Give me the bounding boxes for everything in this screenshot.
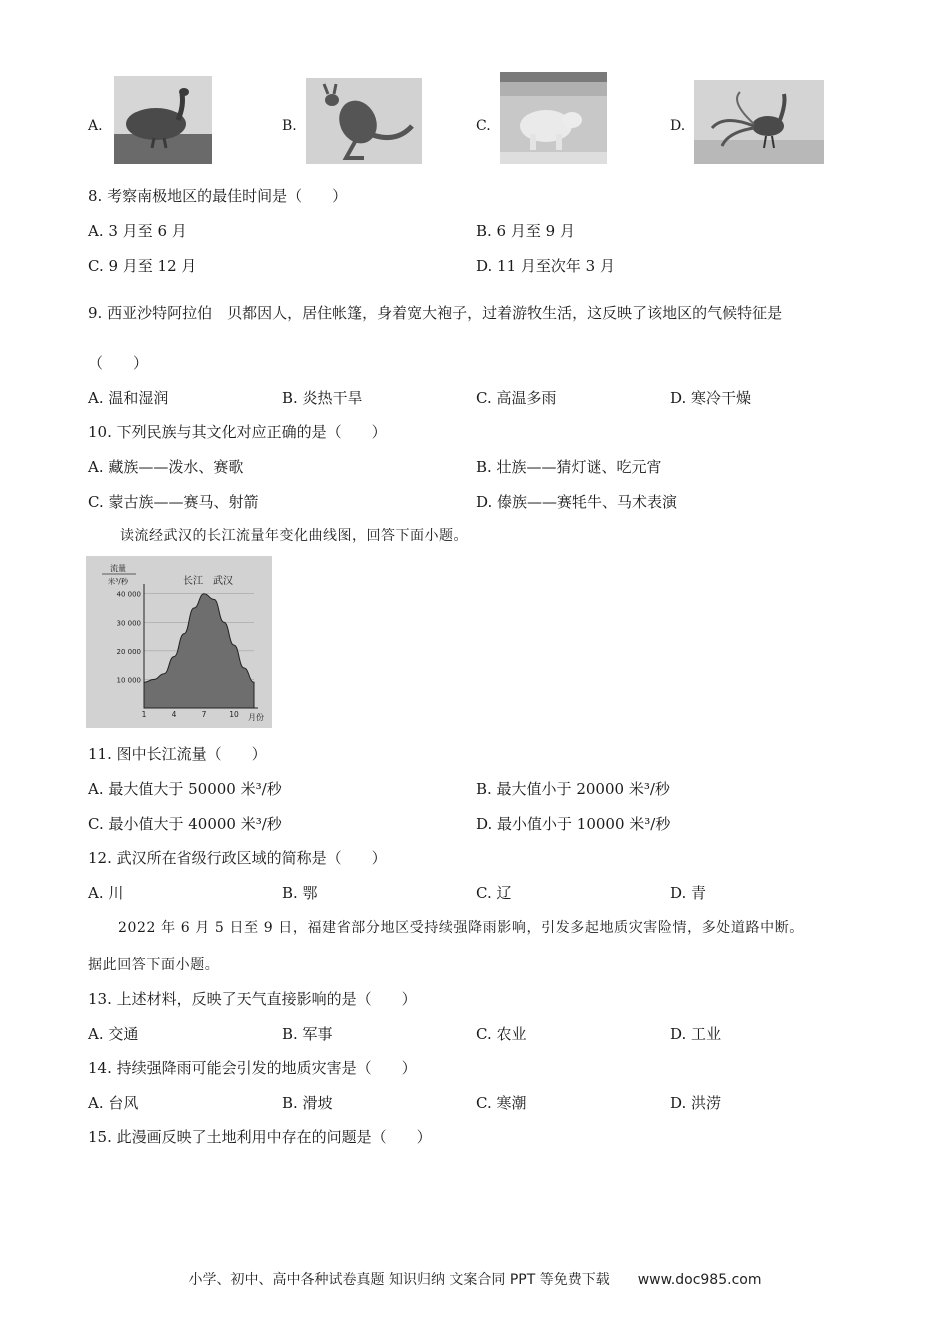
x-tick-label: 1 xyxy=(141,710,147,719)
question-10-stem: 10. 下列民族与其文化对应正确的是（ ） xyxy=(88,423,387,441)
q14-option-b[interactable]: B. 滑坡 xyxy=(282,1094,333,1112)
option-letter: B. xyxy=(282,118,297,134)
y-tick-label: 40 000 xyxy=(116,590,141,599)
lyrebird-icon xyxy=(694,80,824,164)
q9-option-d[interactable]: D. 寒冷干燥 xyxy=(670,389,752,407)
q13-option-b[interactable]: B. 军事 xyxy=(282,1025,333,1043)
y-tick-label: 10 000 xyxy=(116,676,141,685)
q11-option-a[interactable]: A. 最大值大于 50000 米³/秒 xyxy=(88,780,282,798)
q10-option-b[interactable]: B. 壮族——猜灯谜、吃元宵 xyxy=(476,458,662,476)
y-tick-label: 30 000 xyxy=(116,619,141,628)
page-footer: 小学、初中、高中各种试卷真题 知识归纳 文案合同 PPT 等免费下载 www.doc985.com xyxy=(188,1272,762,1288)
question-13-stem: 13. 上述材料，反映了天气直接影响的是（ ） xyxy=(88,990,417,1008)
question-12-stem: 12. 武汉所在省级行政区域的简称是（ ） xyxy=(88,849,387,867)
question-9-stem: 9. 西亚沙特阿拉伯 贝都因人，居住帐篷，身着宽大袍子，过着游牧生活，这反映了该地区的气候特征是 xyxy=(88,304,783,322)
x-tick-label: 7 xyxy=(201,710,207,719)
q10-option-a[interactable]: A. 藏族——泼水、赛歌 xyxy=(88,458,244,476)
q14-option-a[interactable]: A. 台风 xyxy=(88,1094,139,1112)
q13-option-c[interactable]: C. 农业 xyxy=(476,1025,527,1043)
q10-option-d[interactable]: D. 傣族——赛牦牛、马术表演 xyxy=(476,493,678,511)
option-letter: A. xyxy=(88,118,103,134)
q11-option-c[interactable]: C. 最小值大于 40000 米³/秒 xyxy=(88,815,282,833)
option-letter: D. xyxy=(670,118,686,134)
chart-ylabel-top: 流量 xyxy=(110,564,126,573)
q14-option-d[interactable]: D. 洪涝 xyxy=(670,1094,722,1112)
passage-2: 2022 年 6 月 5 日至 9 日，福建省部分地区受持续强降雨影响，引发多起地质灾害险情，多处道路中断。 xyxy=(118,920,804,936)
q9-option-a[interactable]: A. 温和湿润 xyxy=(88,389,169,407)
question-11-stem: 11. 图中长江流量（ ） xyxy=(88,745,267,763)
q13-option-a[interactable]: A. 交通 xyxy=(88,1025,139,1043)
q9-option-c[interactable]: C. 高温多雨 xyxy=(476,389,557,407)
q11-option-d[interactable]: D. 最小值小于 10000 米³/秒 xyxy=(476,815,671,833)
q12-option-d[interactable]: D. 青 xyxy=(670,884,707,902)
chart-title: 长江 武汉 xyxy=(183,576,233,587)
y-tick-label: 20 000 xyxy=(116,647,141,656)
passage-1: 读流经武汉的长江流量年变化曲线图，回答下面小题。 xyxy=(120,528,468,544)
x-tick-label: 4 xyxy=(171,710,177,719)
chart-ylabel-unit: 米³/秒 xyxy=(107,577,129,586)
q12-option-a[interactable]: A. 川 xyxy=(88,884,124,902)
question-14-stem: 14. 持续强降雨可能会引发的地质灾害是（ ） xyxy=(88,1059,417,1077)
q14-option-c[interactable]: C. 寒潮 xyxy=(476,1094,527,1112)
yangtze-flow-chart xyxy=(86,556,272,728)
kangaroo-icon xyxy=(306,78,422,164)
polar-bear-icon xyxy=(500,72,607,164)
q8-option-c[interactable]: C. 9 月至 12 月 xyxy=(88,257,197,275)
q12-option-b[interactable]: B. 鄂 xyxy=(282,884,318,902)
q10-option-c[interactable]: C. 蒙古族——赛马、射箭 xyxy=(88,493,259,511)
emu-icon xyxy=(114,76,212,164)
q12-option-c[interactable]: C. 辽 xyxy=(476,884,512,902)
q8-option-b[interactable]: B. 6 月至 9 月 xyxy=(476,222,575,240)
x-tick-label: 10 xyxy=(229,710,239,719)
q11-option-b[interactable]: B. 最大值小于 20000 米³/秒 xyxy=(476,780,670,798)
q9-option-b[interactable]: B. 炎热干旱 xyxy=(282,389,363,407)
q8-option-a[interactable]: A. 3 月至 6 月 xyxy=(88,222,187,240)
question-15-stem: 15. 此漫画反映了土地利用中存在的问题是（ ） xyxy=(88,1128,432,1146)
chart-xlabel: 月份 xyxy=(248,713,264,722)
q8-option-d[interactable]: D. 11 月至次年 3 月 xyxy=(476,257,615,275)
option-letter: C. xyxy=(476,118,491,134)
question-8-stem: 8. 考察南极地区的最佳时间是（ ） xyxy=(88,187,348,205)
chart-svg xyxy=(86,556,272,728)
passage-2-cont: 据此回答下面小题。 xyxy=(88,957,220,973)
q13-option-d[interactable]: D. 工业 xyxy=(670,1025,722,1043)
question-9-stem-cont: （ ） xyxy=(88,354,149,372)
